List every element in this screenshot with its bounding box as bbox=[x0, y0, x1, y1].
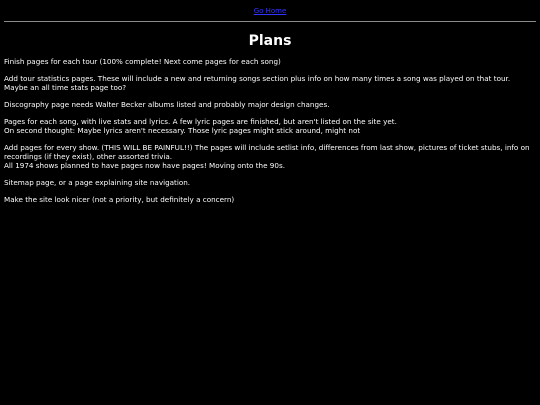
plan-item bbox=[4, 179, 536, 188]
top-nav bbox=[0, 0, 540, 16]
plan-text: Pages for each song, with live stats and lyrics. A few lyric pages are finished, but aren't listed on the site yet. bbox=[4, 117, 397, 127]
plan-item bbox=[4, 101, 536, 110]
go-home-link[interactable]: Go Home bbox=[253, 7, 287, 15]
plans-list bbox=[0, 58, 540, 205]
plan-text: Sitemap page, or a page explaining site navigation. bbox=[4, 178, 191, 188]
plan-item bbox=[4, 58, 536, 67]
plan-text-update: On second thought: Maybe lyrics aren't necessary. Those lyric pages might stick around, might not bbox=[4, 126, 361, 136]
plan-item bbox=[4, 75, 536, 93]
plan-item bbox=[4, 118, 536, 136]
horizontal-divider bbox=[4, 21, 536, 22]
page-title: Plans bbox=[248, 33, 292, 49]
plan-text: Add tour statistics pages. These will include a new and returning songs section plus info on how many times a song was played on that tour. Maybe an all time stats page too? bbox=[4, 74, 511, 92]
plan-text-update: All 1974 shows planned to have pages now have pages! Moving onto the 90s. bbox=[4, 161, 285, 170]
plan-text: Make the site look nicer (not a priority, but definitely a concern) bbox=[4, 195, 235, 205]
plan-text: Discography page needs Walter Becker albums listed and probably major design changes. bbox=[4, 100, 330, 110]
plan-text: Finish pages for each tour (100% complete! Next come pages for each song) bbox=[4, 57, 281, 66]
plan-item bbox=[4, 144, 536, 171]
plan-text: Add pages for every show. (THIS WILL BE PAINFUL!!) The pages will include setlist info, differences from last show, pictures of ticket stubs, info on recordings (if they exist), other assorted trivia. bbox=[4, 143, 530, 162]
plan-item bbox=[4, 196, 536, 205]
